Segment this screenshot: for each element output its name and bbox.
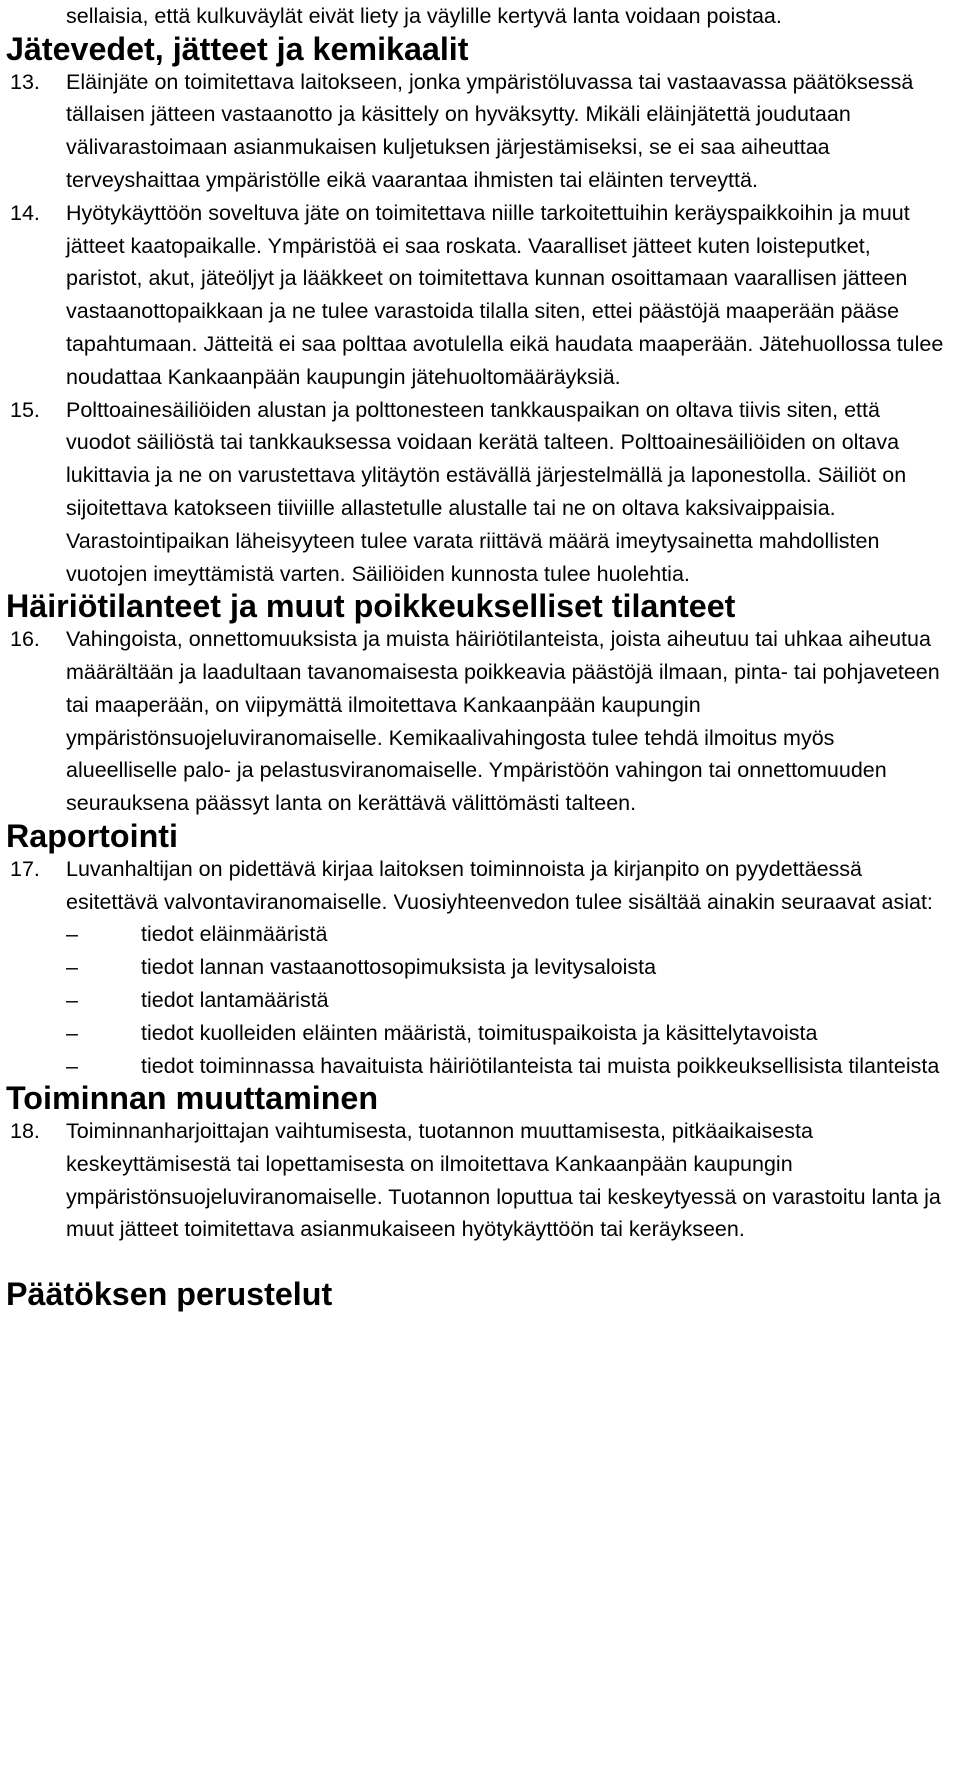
dash-bullet: –	[66, 1020, 78, 1045]
list-item	[6, 918, 950, 951]
intro-continuation: sellaisia, että kulkuväylät eivät liety ja väylille kertyvä lanta voidaan poistaa.	[66, 4, 782, 28]
list-item	[6, 1050, 950, 1083]
numbered-item-17	[6, 853, 950, 919]
item-number: 16.	[10, 627, 40, 652]
section-heading-disturbances: Häiriötilanteet ja muut poikkeukselliset tilanteet	[6, 588, 736, 625]
numbered-item-14	[6, 197, 950, 394]
item-number: 18.	[10, 1119, 40, 1144]
item-text: Luvanhaltijan on pidettävä kirjaa laitoksen toiminnoista ja kirjanpito on pyydettäessä esitettävä valvontaviranomaiselle. Vuosiyhteenvedon tulee sisältää ainakin seuraavat asiat:	[66, 856, 933, 914]
dash-bullet: –	[66, 1053, 78, 1078]
item-text: Toiminnanharjoittajan vaihtumisesta, tuotannon muuttamisesta, pitkäaikaisesta keskeyttämisestä tai lopettamisesta on ilmoitettava Kankaanpään kaupungin ympäristönsuojeluviranomaiselle. Tuotannon loputtua tai keskeytyessä on varastoitu lanta ja muut jätteet toimitettava asianmukaiseen hyötykäyttöön tai keräykseen.	[66, 1119, 941, 1242]
bullet-text: tiedot kuolleiden eläinten määristä, toimituspaikoista ja käsittelytavoista	[141, 1020, 818, 1045]
bullet-text: tiedot eläinmääristä	[141, 922, 328, 947]
item-text: Hyötykäyttöön soveltuva jäte on toimitettava niille tarkoitettuihin keräyspaikkoihin ja muut jätteet kaatopaikalle. Ympäristöä ei saa roskata. Vaaralliset jätteet kuten loisteputket, paristot, akut, jäteöljyt ja lääkkeet on toimitettava kunnan osoittamaan vaarallisen jätteen vastaanottopaikkaan ja ne tulee varastoida tilalla siten, ettei päästöjä maaperään pääse tapahtumaan. Jätteitä ei saa polttaa avotulella eikä haudata maaperään. Jätehuollossa tulee noudattaa Kankaanpään kaupungin jätehuoltomääräyksiä.	[66, 200, 944, 389]
item-number: 17.	[10, 856, 40, 881]
numbered-item-13	[6, 66, 950, 197]
item-number: 14.	[10, 200, 40, 225]
numbered-item-16	[6, 623, 950, 820]
section-heading-waste: Jätevedet, jätteet ja kemikaalit	[6, 30, 469, 67]
item-number: 15.	[10, 397, 40, 422]
list-item	[6, 1017, 950, 1050]
item-text: Vahingoista, onnettomuuksista ja muista häiriötilanteista, joista aiheutuu tai uhkaa aiheutua määrältään ja laadultaan tavanomaisesta poikkeavia päästöjä ilmaan, pinta- tai pohjaveteen tai maaperään, on viipymättä ilmoitettava Kankaanpään kaupungin ympäristönsuojeluviranomaiselle. Kemikaalivahingosta tulee tehdä ilmoitus myös alueelliselle palo- ja pelastusviranomaiselle. Ympäristöön vahingon tai onnettomuuden seurauksena päässyt lanta on kerättävä välittömästi talteen.	[66, 627, 940, 816]
dash-bullet: –	[66, 955, 78, 980]
bullet-text: tiedot lantamääristä	[141, 987, 329, 1012]
list-item	[6, 951, 950, 984]
reporting-bullet-list	[6, 918, 950, 1082]
bullet-text: tiedot lannan vastaanottosopimuksista ja levitysaloista	[141, 955, 657, 980]
list-item	[6, 984, 950, 1017]
item-text: Polttoainesäiliöiden alustan ja polttonesteen tankkauspaikan on oltava tiivis siten, että vuodot säiliöstä tai tankkauksessa voidaan kerätä talteen. Polttoainesäiliöiden on oltava lukittavia ja ne on varustettava ylitäytön estävällä järjestelmällä ja laponestolla. Säiliöt on sijoitettava katokseen tiiviille allastetulle alustalle tai ne on oltava kaksivaippaisia. Varastointipaikan läheisyyteen tulee varata riittävä määrä imeytysainetta mahdollisten vuotojen imeyttämistä varten. Säiliöiden kunnosta tulee huolehtia.	[66, 397, 907, 586]
section-heading-reporting: Raportointi	[6, 817, 178, 854]
item-number: 13.	[10, 69, 40, 94]
bullet-text: tiedot toiminnassa havaituista häiriötilanteista tai muista poikkeuksellisista tilanteista	[141, 1053, 940, 1078]
final-heading: Päätöksen perustelut	[6, 1276, 333, 1313]
numbered-item-18	[6, 1115, 950, 1246]
item-text: Eläinjäte on toimitettava laitokseen, jonka ympäristöluvassa tai vastaavassa päätöksessä tällaisen jätteen vastaanotto ja käsittely on hyväksytty. Mikäli eläinjätettä joudutaan välivarastoimaan asianmukaisen kuljetuksen järjestämiseksi, se ei saa aiheuttaa terveyshaittaa ympäristölle eikä vaarantaa ihmisten tai eläinten terveyttä.	[66, 69, 914, 192]
spacer	[6, 1246, 950, 1278]
dash-bullet: –	[66, 987, 78, 1012]
section-heading-changes: Toiminnan muuttaminen	[6, 1080, 379, 1117]
numbered-item-15	[6, 394, 950, 591]
dash-bullet: –	[66, 922, 78, 947]
